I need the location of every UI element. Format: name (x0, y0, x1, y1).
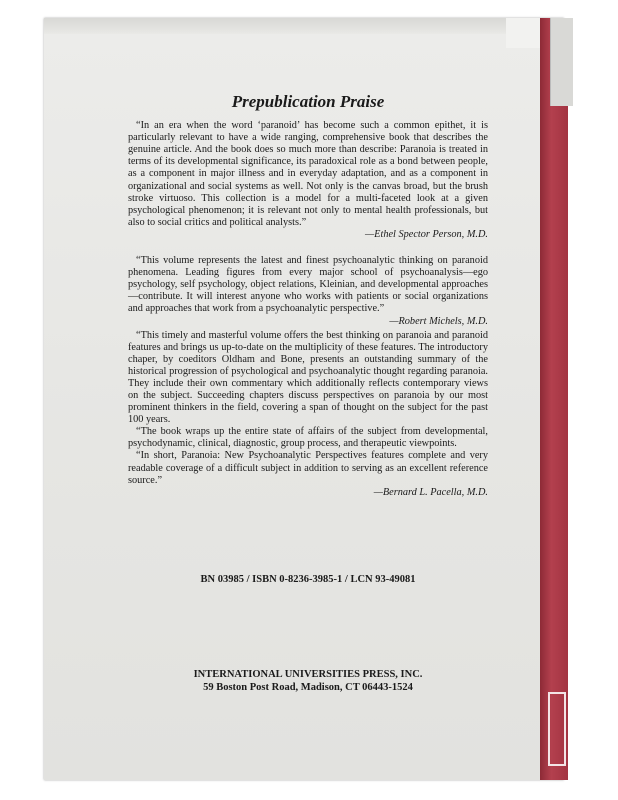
quote-paragraph: “The book wraps up the entire state of affairs of the subject from developmental, psychodynamic, clinical, diagnostic, group process, and therapeutic viewpoints. (128, 426, 488, 450)
spine-top-label (550, 18, 573, 106)
isbn-line: BN 03985 / ISBN 0-8236-3985-1 / LCN 93-49081 (200, 574, 416, 585)
quote-person (128, 120, 488, 241)
spine-logo-box (548, 692, 566, 766)
quote-pacella (128, 330, 488, 499)
quote-attribution: —Ethel Spector Person, M.D. (365, 228, 488, 240)
quote-paragraph: “This timely and masterful volume offers the best thinking on paranoia and paranoid features and brings us up-to-date on the multiplicity of these features. The introductory chaper, by coeditors Oldham and Bone, presents an outstanding summary of the historical progression of psychological and psychoanalytic thought regarding paranoia. They include their own commentary which additionally reflects contemporary views on the subject. Succeeding chapters discuss perspectives on paranoia by our most prominent thinkers in the field, covering a span of thought on the subject for the past 100 years. (128, 329, 488, 426)
quote-attribution: —Bernard L. Pacella, M.D. (373, 486, 488, 498)
publisher-name: INTERNATIONAL UNIVERSITIES PRESS, INC. (193, 669, 423, 680)
book-spine (540, 18, 568, 780)
praise-heading: Prepublication Praise (231, 92, 385, 111)
publisher-block (128, 668, 488, 694)
quote-paragraph: “In short, Paranoia: New Psychoanalytic Perspectives features complete and very readable coverage of a difficult subject in addition to serving as an excellent reference source.” (128, 450, 488, 486)
quote-paragraph: “This volume represents the latest and finest psychoanalytic thinking on paranoid phenomena. Leading figures from every major school of psychoanalysis—ego psychology, self psychology, object relations, Kleinian, and developmental approaches—contribute. It will interest anyone who works with patients or social organizations and approaches that work from a psychoanalytic perspective.” —Robert Michels, M.D. (128, 255, 488, 327)
publisher-address: 59 Boston Post Road, Madison, CT 06443-1524 (203, 682, 413, 693)
quote-paragraph: “In an era when the word ‘paranoid’ has become such a common epithet, it is particularly relevant to have a wide ranging, comprehensive book that describes the genuine article. And the book does so much more than describe: Paranoia is treated in terms of its developmental significance, its paradoxical role as a bond between people, as a component in major illness and in everyday adaptation, and as a component in organizational and social systems as well. Not only is the canvas broad, but the brush stroke virtuoso. This collection is a model for a multi-faceted look at a given psychological phenomenon; it is relevant not only to mental health professionals, but also to social critics and political analysts.” (128, 120, 488, 228)
quote-michels (128, 255, 488, 327)
praise-section (128, 92, 488, 513)
quote-attribution: —Robert Michels, M.D. (389, 315, 488, 327)
cover-top-edge (44, 18, 564, 34)
